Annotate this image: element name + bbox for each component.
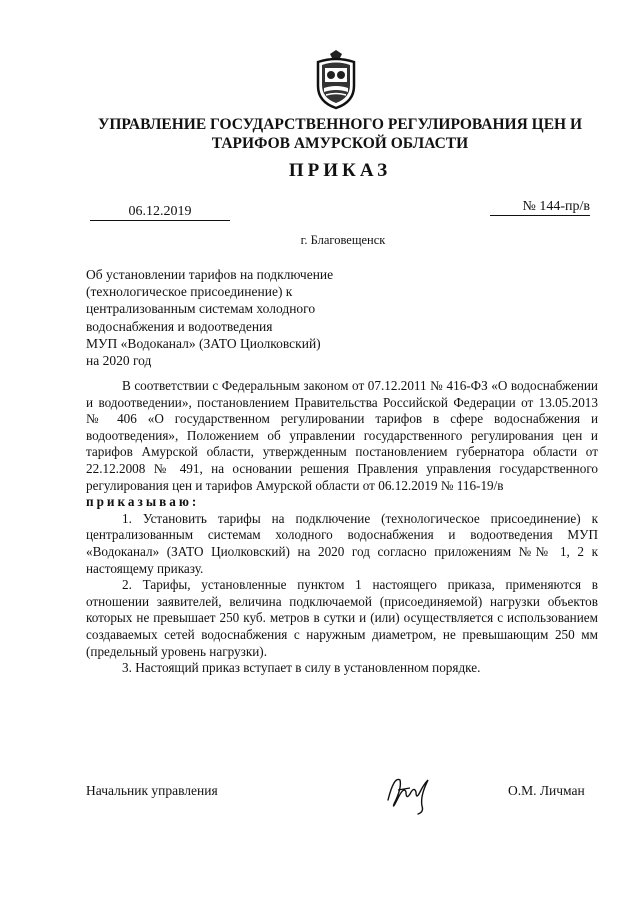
subject-line: централизованным системам холодного <box>86 301 316 317</box>
order-number: № 144-пр/в <box>490 198 590 216</box>
preamble-paragraph: В соответствии с Федеральным законом от 07.12.2011 № 416-ФЗ «О водоснабжении и водоотведении», постановлением Правительства Российской Федерации от 13.05.2013 № 406 «О государственном регулировании тарифов в сфере водоснабжения и водоотведения», Положением об управлении государственного регулирования цен и тарифов Амурской области, утвержденным постановлением губернатора области от 22.12.2008 № 491, на основании решения Правления управления государственного регулирования цен и тарифов Амурской области от 06.12.2019 № 116-19/в <box>86 378 598 493</box>
org-title-line-1: УПРАВЛЕНИЕ ГОСУДАРСТВЕННОГО РЕГУЛИРОВАНИЯ ЦЕН И <box>97 116 583 133</box>
org-title-line-2: ТАРИФОВ АМУРСКОЙ ОБЛАСТИ <box>211 135 469 152</box>
order-title: ПРИКАЗ <box>288 160 392 181</box>
order-subject <box>86 266 406 369</box>
order-date: 06.12.2019 <box>90 203 230 221</box>
signatory-position: Начальник управления <box>86 783 218 798</box>
subject-line: Об установлении тарифов на подключение <box>86 267 334 282</box>
coat-of-arms-icon <box>314 50 358 110</box>
organization-title <box>80 115 600 153</box>
subject-line: МУП «Водоканал» (ЗАТО Циолковский) <box>86 335 321 351</box>
order-item-3: 3. Настоящий приказ вступает в силу в установленном порядке. <box>122 660 481 676</box>
order-body <box>86 378 598 677</box>
handwritten-signature <box>380 770 440 815</box>
order-word: приказываю: <box>86 494 200 510</box>
signatory-name: О.М. Личман <box>508 783 585 798</box>
order-item-1: 1. Установить тарифы на подключение (технологическое присоединение) к централизованным системам холодного водоснабжения и водоотведения МУП «Водоканал» (ЗАТО Циолковский) на 2020 год согласно приложениям №№ 1, 2 к настоящему приказу. <box>86 510 598 576</box>
subject-line: водоснабжения и водоотведения <box>86 318 273 334</box>
city-label: г. Благовещенск <box>300 233 386 247</box>
order-item-2: 2. Тарифы, установленные пунктом 1 настоящего приказа, применяются в отношении заявителей, величина подключаемой (присоединяемой) нагрузки объектов которых не превышает 250 куб. метров в сутки и (или) осуществляется с использованием создаваемых сетей водоснабжения с наружным диаметром, не превышающим 250 мм (предельный уровень нагрузки). <box>86 577 598 659</box>
subject-line: (технологическое присоединение) к <box>86 284 293 300</box>
subject-line: на 2020 год <box>86 353 152 369</box>
